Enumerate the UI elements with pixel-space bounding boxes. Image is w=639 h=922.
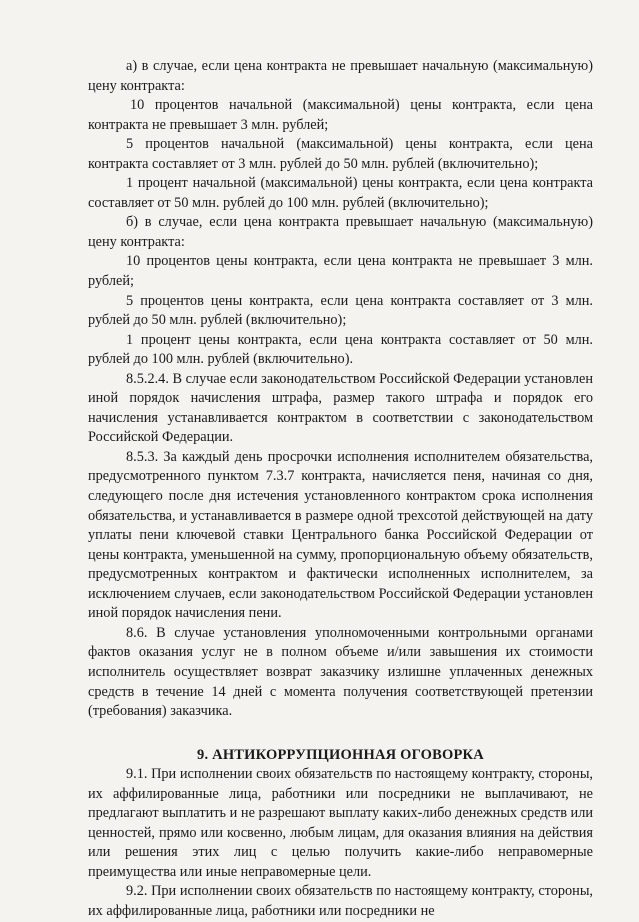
paragraph-a-item-2: 5 процентов начальной (максимальной) цены контракта, если цена контракта составляет от 3 млн. рублей до 50 млн. рублей (включительно);	[88, 136, 593, 172]
section-heading-9: 9. АНТИКОРРУПЦИОННАЯ ОГОВОРКА	[197, 746, 484, 763]
paragraph-b-item-2: 5 процентов цены контракта, если цена контракта составляет от 3 млн. рублей до 50 млн. рублей (включительно);	[88, 292, 593, 329]
paragraph-a: а) в случае, если цена контракта не превышает начальную (максимальную) цену контракта:	[88, 58, 593, 94]
clause-8-5-2-4: 8.5.2.4. В случае если законодательством Российской Федерации установлен иной порядок начисления штрафа, размер такого штрафа и порядок его начисления устанавливается контрактом в соответствии с законодательством Российской Федерации.	[88, 370, 593, 446]
paragraph-a-item-1: 10 процентов начальной (максимальной) цены контракта, если цена контракта не превышает 3 млн. рублей;	[88, 97, 593, 133]
clause-9-1: 9.1. При исполнении своих обязательств по настоящему контракту, стороны, их аффилированные лица, работники или посредники не выплачивают, не предлагают выплатить и не разрешают выплату каких-либо денежных средств или ценностей, прямо или косвенно, любым лицам, для оказания влияния на действия или решения этих лиц с целью получить какие-либо неправомерные преимущества или иные неправомерные цели.	[88, 766, 593, 880]
paragraph-a-item-3: 1 процент начальной (максимальной) цены контракта, если цена контракта составляет от 50 млн. рублей до 100 млн. рублей (включительно);	[88, 175, 593, 211]
paragraph-b: б) в случае, если цена контракта превышает начальную (максимальную) цену контракта:	[88, 214, 593, 250]
clause-8-5-3: 8.5.3. За каждый день просрочки исполнения исполнителем обязательства, предусмотренного пунктом 7.3.7 контракта, начисляется пеня, начиная со дня, следующего после дня истечения установленного контрактом срока исполнения обязательства, и устанавливается в размере одной трехсотой действующей на дату уплаты пени ключевой ставки Центрального банка Российской Федерации от цены контракта, уменьшенной на сумму, пропорциональную объему обязательств, предусмотренных контрактом и фактически исполненных исполнителем, за исключением случаев, если законодательством Российской Федерации установлен иной порядок начисления пени.	[88, 448, 593, 622]
clause-8-6: 8.6. В случае установления уполномоченными контрольными органами фактов оказания услуг не в полном объеме и/или завышения их стоимости исполнитель осуществляет возврат заказчику излишне уплаченных денежных средств в течение 14 дней с момента получения соответствующей претензии (требования) заказчика.	[88, 624, 593, 720]
document-page	[88, 57, 593, 922]
paragraph-b-item-1: 10 процентов цены контракта, если цена контракта не превышает 3 млн. рублей;	[88, 253, 593, 290]
paragraph-b-item-3: 1 процент цены контракта, если цена контракта составляет от 50 млн. рублей до 100 млн. рублей (включительно).	[88, 331, 593, 368]
clause-9-2: 9.2. При исполнении своих обязательств по настоящему контракту, стороны, их аффилированные лица, работники или посредники не	[88, 883, 593, 919]
